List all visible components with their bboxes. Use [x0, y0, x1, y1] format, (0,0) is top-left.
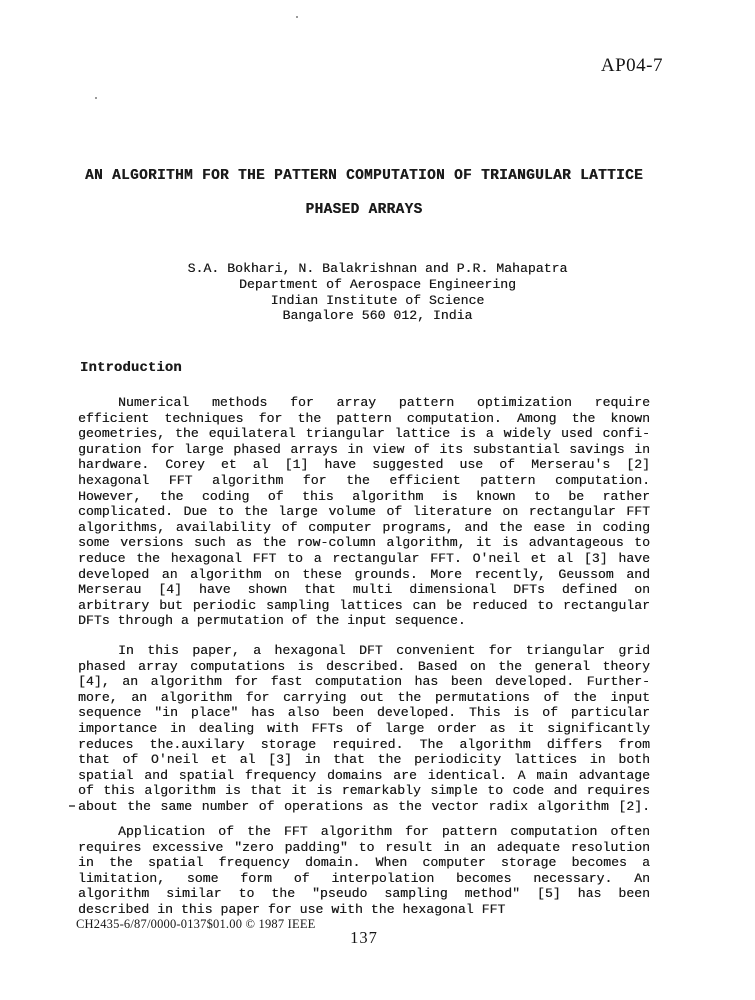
text-line: hexagonal FFT algorithm for the efficient pattern computation. — [78, 472, 650, 488]
text-line: geometries, the equilateral triangular lattice is a widely used confi- — [78, 426, 650, 442]
text-line: Numerical methods for array pattern optimization require — [118, 395, 650, 410]
text-line: algorithms, availability of computer programs, and the ease in coding — [78, 519, 650, 535]
text-line: However, the coding of this algorithm is known to be rather — [78, 488, 650, 504]
author-department: Department of Aerospace Engineering — [239, 276, 516, 292]
text-line: developed an algorithm on these grounds. More recently, Geussom and — [78, 566, 650, 582]
report-code: AP04-7 — [600, 55, 663, 76]
text-line: that of O'neil et al [3] in that the periodicity lattices in both — [78, 752, 650, 768]
paragraph-3 — [78, 824, 650, 918]
text-line: efficient techniques for the pattern computation. Among the known — [78, 410, 650, 426]
text-line: importance in dealing with FFTs of large order as it significantly — [78, 720, 650, 736]
text-line: sequence "in place" has also been developed. This is of particular — [78, 705, 650, 721]
author-names: S.A. Bokhari, N. Balakrishnan and P.R. Mahapatra — [187, 261, 568, 276]
text-line: reduces the.auxilary storage required. The algorithm differs from — [78, 736, 650, 752]
paragraph-2 — [78, 643, 650, 815]
scan-artifact — [95, 97, 97, 99]
text-line: Application of the FFT algorithm for pattern computation often — [118, 824, 650, 839]
text-line: reduce the hexagonal FFT to a rectangular FFT. O'neil et al [3] have — [78, 550, 650, 566]
author-location: Bangalore 560 012, India — [282, 308, 473, 324]
text-line: arbitrary but periodic sampling lattices can be reduced to rectangular — [78, 597, 650, 613]
author-institute: Indian Institute of Science — [270, 292, 485, 308]
section-heading-introduction: Introduction — [80, 361, 182, 376]
text-line: Merserau [4] have shown that multi dimensional DFTs defined on — [78, 582, 650, 598]
text-line: guration for large phased arrays in view of its substantial savings in — [78, 441, 650, 457]
paragraph-1 — [78, 395, 650, 629]
paper-title-line2: PHASED ARRAYS — [305, 202, 423, 218]
text-line: in the spatial frequency domain. When computer storage becomes a — [78, 855, 650, 871]
paper-title-line1: AN ALGORITHM FOR THE PATTERN COMPUTATION OF TRIANGULAR LATTICE — [84, 168, 644, 184]
text-line: phased array computations is described. Based on the general theory — [78, 658, 650, 674]
text-line: algorithm similar to the "pseudo sampling method" [5] has been — [78, 886, 650, 902]
text-line: In this paper, a hexagonal DFT convenient for triangular grid — [118, 643, 650, 658]
text-line: spatial and spatial frequency domains are identical. A main advantage — [78, 767, 650, 783]
text-line: complicated. Due to the large volume of literature on rectangular FFT — [78, 504, 650, 520]
text-line: requires excessive "zero padding" to result in an adequate resolution — [78, 839, 650, 855]
author-block — [0, 261, 755, 324]
text-line: described in this paper for use with the hexagonal FFT — [78, 901, 506, 917]
copyright-line: CH2435-6/87/0000-0137$01.00 © 1987 IEEE — [76, 917, 316, 931]
text-line: DFTs through a permutation of the input sequence. — [78, 613, 466, 629]
text-line: more, an algorithm for carrying out the permutations of the input — [78, 689, 650, 705]
text-line: [4], an algorithm for fast computation has been developed. Further- — [78, 674, 650, 690]
scan-artifact — [69, 805, 75, 807]
text-line: of this algorithm is that it is remarkably simple to code and requires — [78, 783, 650, 799]
scan-artifact — [296, 16, 298, 18]
text-line: about the same number of operations as the vector radix algorithm [2]. — [78, 798, 650, 814]
page-number: 137 — [350, 928, 378, 947]
text-line: hardware. Corey et al [1] have suggested use of Merserau's [2] — [78, 457, 650, 473]
text-line: some versions such as the row-column algorithm, it is advantageous to — [78, 535, 650, 551]
text-line: limitation, some form of interpolation becomes necessary. An — [78, 870, 650, 886]
